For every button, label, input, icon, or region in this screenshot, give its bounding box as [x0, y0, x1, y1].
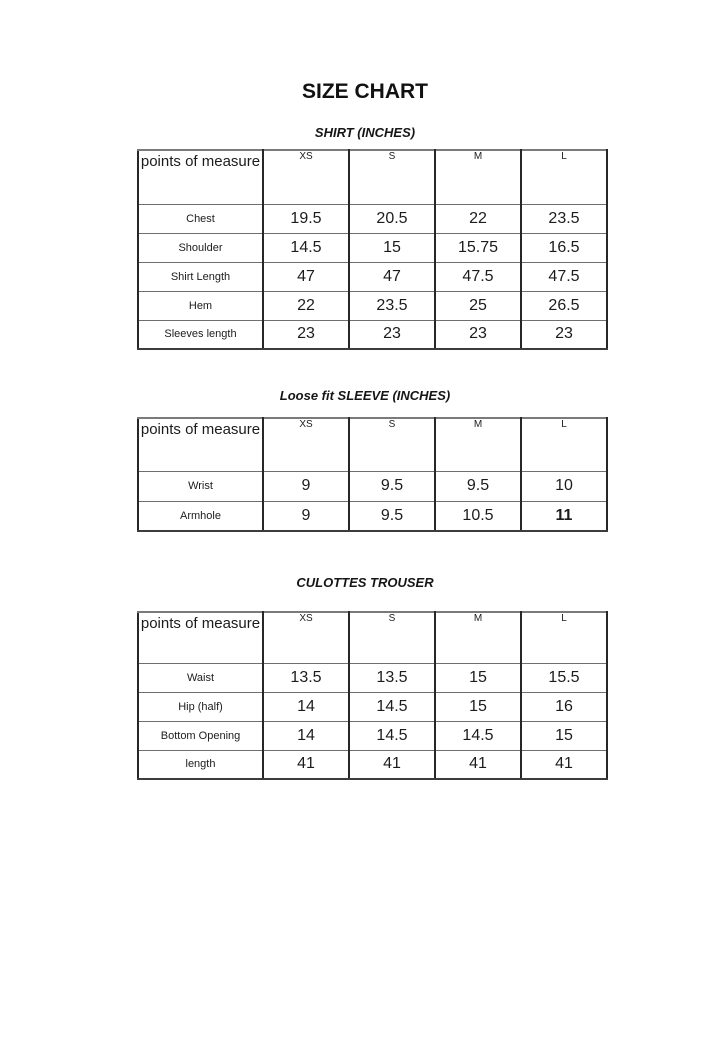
- size-column-header: M: [435, 418, 521, 471]
- size-value-cell: 47.5: [521, 262, 607, 291]
- size-column-header: L: [521, 418, 607, 471]
- measure-row-label: Waist: [138, 663, 263, 692]
- size-value-cell: 22: [263, 291, 349, 320]
- size-column-header: S: [349, 418, 435, 471]
- table-row: [138, 233, 607, 262]
- size-column-header: M: [435, 612, 521, 663]
- size-value-cell: 23: [263, 320, 349, 349]
- table-row: [138, 262, 607, 291]
- measure-row-label: Wrist: [138, 471, 263, 501]
- size-value-cell: 19.5: [263, 204, 349, 233]
- measure-row-label: Bottom Opening: [138, 721, 263, 750]
- table-row: [138, 320, 607, 349]
- table-row: [138, 721, 607, 750]
- table-row: [138, 501, 607, 531]
- size-value-cell: 9.5: [349, 471, 435, 501]
- size-value-cell: 16: [521, 692, 607, 721]
- measure-row-label: Shirt Length: [138, 262, 263, 291]
- shirt-size-table: [137, 149, 608, 350]
- points-of-measure-header: points of measure: [138, 612, 263, 663]
- size-column-header: XS: [263, 418, 349, 471]
- measure-row-label: length: [138, 750, 263, 779]
- size-value-cell: 47.5: [435, 262, 521, 291]
- size-value-cell: 23: [349, 320, 435, 349]
- points-of-measure-header: points of measure: [138, 150, 263, 204]
- size-column-header: L: [521, 150, 607, 204]
- size-value-cell: 9.5: [435, 471, 521, 501]
- measure-row-label: Armhole: [138, 501, 263, 531]
- size-column-header: L: [521, 612, 607, 663]
- size-value-cell: 23.5: [521, 204, 607, 233]
- size-value-cell: 25: [435, 291, 521, 320]
- table-row: [138, 692, 607, 721]
- size-value-cell: 41: [521, 750, 607, 779]
- size-value-cell: 14.5: [435, 721, 521, 750]
- header-row: [138, 612, 607, 663]
- measure-row-label: Sleeves length: [138, 320, 263, 349]
- size-value-cell: 47: [263, 262, 349, 291]
- size-value-cell: 14.5: [349, 692, 435, 721]
- page-title: SIZE CHART: [302, 80, 428, 103]
- size-value-cell: 15.75: [435, 233, 521, 262]
- size-value-cell: 15: [521, 721, 607, 750]
- table-row: [138, 204, 607, 233]
- size-value-cell: 41: [349, 750, 435, 779]
- table-subtitle-shirt: SHIRT (INCHES): [314, 125, 416, 140]
- culottes-size-table: [137, 611, 608, 780]
- size-value-cell: 14.5: [349, 721, 435, 750]
- size-value-cell: 15: [435, 663, 521, 692]
- measure-row-label: Hem: [138, 291, 263, 320]
- points-of-measure-header: points of measure: [138, 418, 263, 471]
- size-value-cell: 13.5: [263, 663, 349, 692]
- size-column-header: XS: [263, 150, 349, 204]
- size-value-cell: 23.5: [349, 291, 435, 320]
- table-row: [138, 291, 607, 320]
- header-row: [138, 418, 607, 471]
- size-value-cell: 11: [521, 501, 607, 531]
- size-value-cell: 9: [263, 471, 349, 501]
- size-value-cell: 22: [435, 204, 521, 233]
- table-row: [138, 663, 607, 692]
- measure-row-label: Hip (half): [138, 692, 263, 721]
- size-value-cell: 9.5: [349, 501, 435, 531]
- size-value-cell: 9: [263, 501, 349, 531]
- size-value-cell: 15: [349, 233, 435, 262]
- table-subtitle-culottes: CULOTTES TROUSER: [296, 575, 434, 590]
- size-value-cell: 15.5: [521, 663, 607, 692]
- size-value-cell: 14.5: [263, 233, 349, 262]
- size-value-cell: 13.5: [349, 663, 435, 692]
- size-column-header: S: [349, 150, 435, 204]
- size-value-cell: 16.5: [521, 233, 607, 262]
- measure-row-label: Shoulder: [138, 233, 263, 262]
- size-value-cell: 47: [349, 262, 435, 291]
- measure-row-label: Chest: [138, 204, 263, 233]
- header-row: [138, 150, 607, 204]
- size-column-header: S: [349, 612, 435, 663]
- table-row: [138, 750, 607, 779]
- size-value-cell: 10: [521, 471, 607, 501]
- table-subtitle-sleeve: Loose fit SLEEVE (INCHES): [279, 388, 451, 403]
- size-value-cell: 41: [263, 750, 349, 779]
- size-value-cell: 14: [263, 692, 349, 721]
- size-value-cell: 15: [435, 692, 521, 721]
- table-row: [138, 471, 607, 501]
- size-value-cell: 23: [435, 320, 521, 349]
- size-column-header: XS: [263, 612, 349, 663]
- size-column-header: M: [435, 150, 521, 204]
- sleeve-size-table: [137, 417, 608, 532]
- size-value-cell: 41: [435, 750, 521, 779]
- size-value-cell: 10.5: [435, 501, 521, 531]
- size-value-cell: 20.5: [349, 204, 435, 233]
- size-value-cell: 14: [263, 721, 349, 750]
- size-value-cell: 26.5: [521, 291, 607, 320]
- size-value-cell: 23: [521, 320, 607, 349]
